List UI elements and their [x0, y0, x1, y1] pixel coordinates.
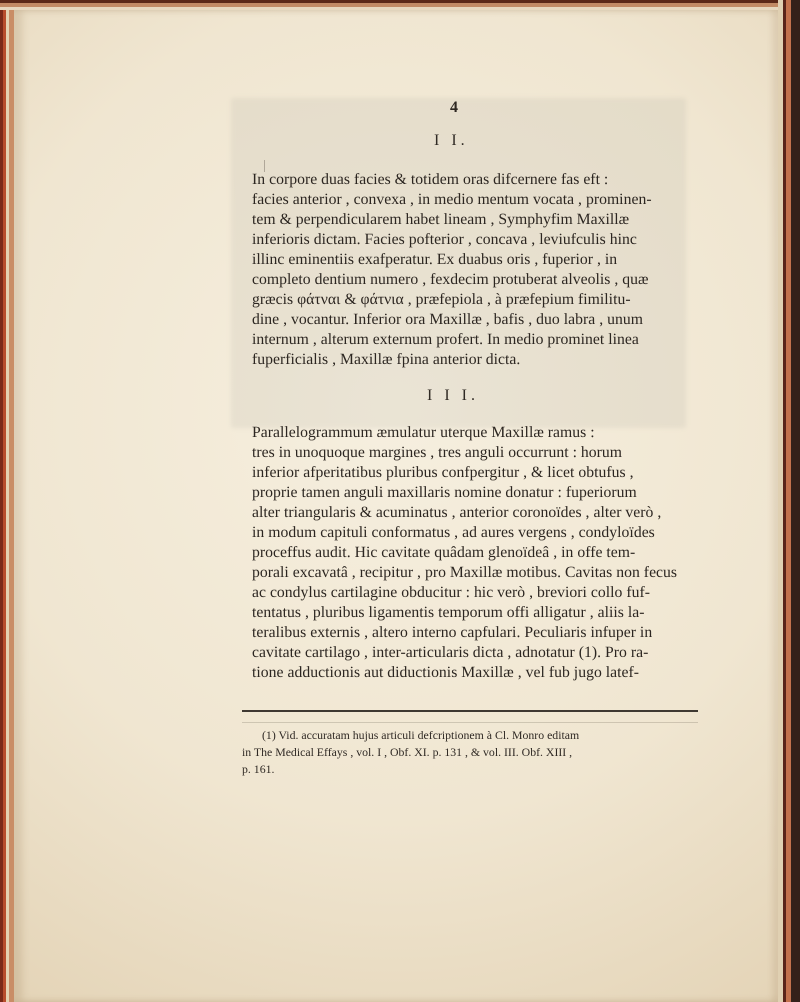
footnote-separator [242, 710, 698, 712]
section-heading-ii: I I. [434, 132, 469, 149]
text-line: alter triangularis & acuminatus , anterior coronoïdes , alter verò , [252, 504, 662, 521]
text-line: facies anterior , convexa , in medio mentum vocata , prominen- [252, 191, 652, 208]
text-line: porali excavatâ , recipitur , pro Maxillæ motibus. Cavitas non fecus [252, 564, 678, 581]
text-line: completo dentium numero , fexdecim protuberat alveolis , quæ [252, 271, 649, 288]
text-line: dine , vocantur. Inferior ora Maxillæ , bafis , duo labra , unum [252, 311, 643, 328]
text-line: inferioris dictam. Facies pofterior , concava , leviufculis hinc [252, 231, 637, 248]
text-line: tentatus , pluribus ligamentis temporum offi alligatur , aliis la- [252, 604, 645, 621]
text-line: tres in unoquoque margines , tres anguli occurrunt : horum [252, 444, 623, 461]
right-book-edge [778, 0, 800, 1002]
paper-page [14, 10, 778, 1002]
text-line: proprie tamen anguli maxillaris nomine donatur : fuperiorum [252, 484, 637, 501]
text-line: græcis φάτναι & φάτνια , præfepiola , à præfepium fimilitu- [252, 291, 631, 308]
text-line: teralibus externis , altero interno capfulari. Peculiaris infuper in [252, 624, 653, 641]
section-heading-iii: I I I. [427, 387, 479, 404]
text-line: internum , alterum externum profert. In medio prominet linea [252, 331, 639, 348]
text-line: fuperficialis , Maxillæ fpina anterior dicta. [252, 351, 521, 368]
text-line: in modum capituli conformatus , ad aures vergens , condyloïdes [252, 524, 655, 541]
left-book-edge [0, 0, 14, 1002]
text-line: ac condylus cartilagine obducitur : hic verò , breviori collo fuf- [252, 584, 650, 601]
text-line: cavitate cartilago , inter-articularis dicta , adnotatur (1). Pro ra- [252, 644, 649, 661]
footnote-line: in The Medical Effays , vol. I , Obf. XI. p. 131 , & vol. III. Obf. XIII , [242, 745, 573, 759]
text-line: tione adductionis aut diductionis Maxillæ , vel fub jugo latef- [252, 664, 640, 681]
footnote-line: (1) Vid. accuratam hujus articuli defcriptionem à Cl. Monro editam [262, 728, 580, 742]
faint-paper-line [242, 722, 698, 723]
footnote-line: p. 161. [242, 762, 275, 776]
text-line: inferior afperitatibus pluribus confpergitur , & licet obtufus , [252, 464, 634, 481]
page-number: 4 [450, 99, 458, 116]
text-line: In corpore duas facies & totidem oras difcernere fas eft : [252, 171, 609, 188]
text-line: Parallelogrammum æmulatur uterque Maxillæ ramus : [252, 424, 595, 441]
text-line: illinc eminentiis exafperatur. Ex duabus oris , fuperior , in [252, 251, 618, 268]
top-book-edge [0, 0, 800, 10]
text-line: proceffus audit. Hic cavitate quâdam glenoïdeâ , in offe tem- [252, 544, 636, 561]
text-line: tem & perpendicularem habet lineam , Symphyfim Maxillæ [252, 211, 630, 228]
